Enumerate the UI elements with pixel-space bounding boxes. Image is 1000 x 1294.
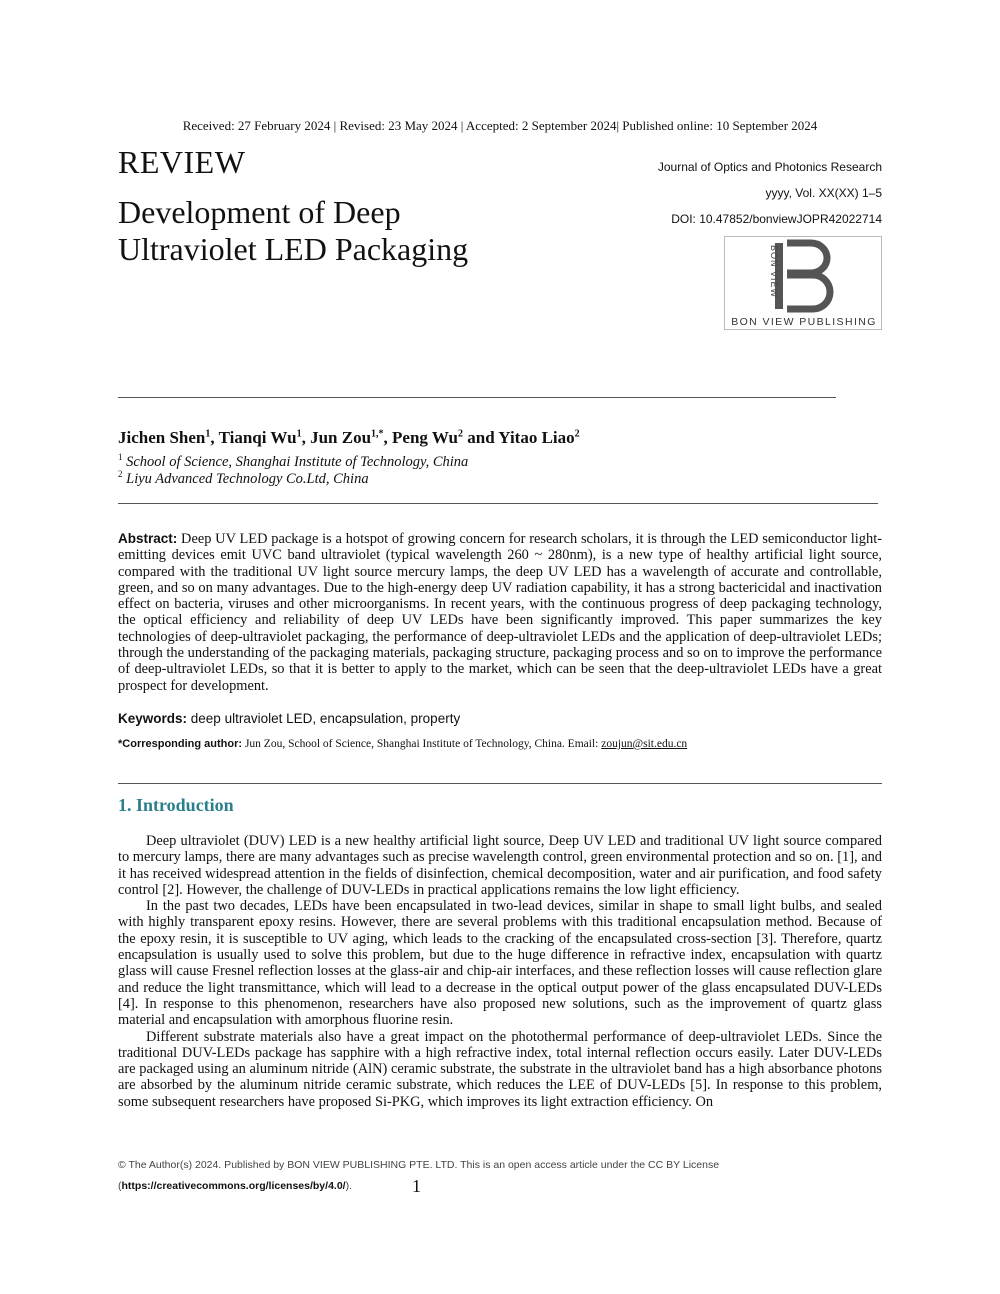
corresponding-author [118, 738, 687, 750]
author-list [118, 428, 580, 448]
license-notice: © The Author(s) 2024. Published by BON VIEW PUBLISHING PTE. LTD. This is an open access article under the CC BY License [118, 1159, 720, 1171]
license-url-link[interactable]: https://creativecommons.org/licenses/by/4.0/ [121, 1180, 346, 1192]
paper-title: Development of Deep Ultraviolet LED Packaging [118, 194, 469, 267]
divider-top [118, 397, 836, 398]
abstract-text: Deep UV LED package is a hotspot of growing concern for research scholars, it is through the LED semiconductor light-emitting devices emit UVC band ultraviolet (typical wavelength 260 ~ 280nm), is a new type of healthy artificial light source, compared with the traditional UV light source mercury lamps, the deep UV LED has a wavelength of accurate and controllable, green, and so on many advantages. Due to the high-energy deep UV radiation capability, it has a strong bactericidal and inactivation effect on bacteria, viruses and other microorganisms. In recent years, with the continuous progress of deep packaging technology, the optical efficiency and reliability of deep UV LEDs have been significantly improved. This paper summarizes the key technologies of deep-ultraviolet packaging, the performance of deep-ultraviolet LEDs and the application of deep-ultraviolet LEDs; through the understanding of the packaging materials, packaging structure, packaging process and so on to improve the performance of deep-ultraviolet LEDs, so that it is better to apply to the market, which can be seen that the deep-ultraviolet LEDs have a great prospect for development. [118, 531, 882, 694]
author-affiliation-sup: 1,* [371, 428, 384, 440]
introduction-body [118, 833, 882, 1110]
author-separator: , [210, 428, 219, 447]
corresponding-text: Jun Zou, School of Science, Shanghai Institute of Technology, China. Email: [242, 738, 602, 750]
author-affiliation-sup: 1 [296, 428, 302, 440]
affiliation-2 [118, 469, 369, 488]
affiliation-1 [118, 452, 468, 471]
paragraph: In the past two decades, LEDs have been encapsulated in two-lead devices, similar in shape to small light bulbs, and sealed with highly transparent epoxy resins. However, there are several problems with this traditional encapsulation method. Because of the epoxy resin, it is susceptible to UV aging, which leads to the cracking of the encapsulated cross-section [3]. Therefore, quartz encapsulation is usually used to solve this problem, but due to the huge difference in refractive index, encapsulation with quartz glass will cause Fresnel reflection losses at the glass-air and chip-air interfaces, and these reflection losses will cause reflection glare and reduce the light transmittance, which will lead to a decrease in the optical output power of the glass encapsulated DUV-LEDs [4]. In response to this phenomenon, researchers have also proposed new solutions, such as the improvement of quartz glass material and encapsulation with amorphous fluorine resin. [118, 898, 882, 1029]
license-url-line [118, 1180, 352, 1192]
logo-side-text: BON VIEW [769, 245, 779, 299]
publisher-logo [724, 236, 882, 330]
author-affiliation-sup: 2 [574, 428, 580, 440]
affiliation-text: Liyu Advanced Technology Co.Ltd, China [122, 470, 369, 487]
abstract [118, 531, 882, 694]
divider-intro [118, 783, 882, 784]
affiliation-sup: 1 [118, 452, 123, 462]
corresponding-label: *Corresponding author: [118, 738, 243, 750]
keywords [118, 711, 460, 726]
email-link[interactable]: zoujun@sit.edu.cn [601, 738, 688, 750]
bonview-b-logo-icon [765, 239, 845, 315]
author-name: Yitao Liao [498, 428, 575, 447]
section-heading-introduction: 1. Introduction [118, 795, 234, 815]
keywords-text: deep ultraviolet LED, encapsulation, property [187, 711, 461, 726]
abstract-label: Abstract: [118, 531, 178, 546]
author-name: Tianqi Wu [218, 428, 297, 447]
url-close: ). [345, 1180, 353, 1192]
page-number: 1 [412, 1176, 421, 1196]
author-separator: and [463, 428, 499, 447]
paragraph: Different substrate materials also have a great impact on the photothermal performance of deep-ultraviolet LEDs. Since the traditional DUV-LEDs package has sapphire with a high refractive index, total internal reflection occurs easily. Later DUV-LEDs are packaged using an aluminum nitride (AlN) ceramic substrate, the substrate in the ultraviolet band has a high absorbance photons are absorbed by the aluminum nitride ceramic substrate, which reduces the LEE of DUV-LEDs [5]. In response to this problem, some subsequent researchers have proposed Si-PKG, which improves its light extraction efficiency. On [118, 1028, 882, 1110]
author-name: Jichen Shen [118, 428, 206, 447]
journal-volume: yyyy, Vol. XX(XX) 1–5 [765, 186, 882, 200]
author-separator: , [383, 428, 393, 447]
keywords-label: Keywords: [118, 711, 188, 726]
paragraph: Deep ultraviolet (DUV) LED is a new healthy artificial light source, Deep UV LED and traditional UV light source compared to mercury lamps, there are many advantages such as precise wavelength control, green environmental protection and so on. [1], and it has received widespread attention in the fields of disinfection, chemical decomposition, water and air purification, and food safety control [2]. However, the challenge of DUV-LEDs in practical applications remains the low light efficiency. [118, 833, 882, 898]
divider-authors [118, 503, 878, 504]
author-name: Peng Wu [392, 428, 459, 447]
affiliation-sup: 2 [118, 469, 123, 479]
logo-text: BON VIEW PUBLISHING [731, 316, 877, 328]
doi: DOI: 10.47852/bonviewJOPR42022714 [671, 212, 882, 226]
publication-dates: Received: 27 February 2024 | Revised: 23 May 2024 | Accepted: 2 September 2024| Published online: 10 September 2024 [182, 118, 818, 133]
article-type: REVIEW [118, 144, 246, 180]
author-affiliation-sup: 1 [205, 428, 211, 440]
author-affiliation-sup: 2 [458, 428, 464, 440]
url-open: ( [118, 1180, 122, 1192]
affiliation-text: School of Science, Shanghai Institute of Technology, China [122, 453, 469, 470]
journal-name: Journal of Optics and Photonics Research [657, 160, 882, 174]
author-separator: , [301, 428, 311, 447]
author-name: Jun Zou [310, 428, 372, 447]
